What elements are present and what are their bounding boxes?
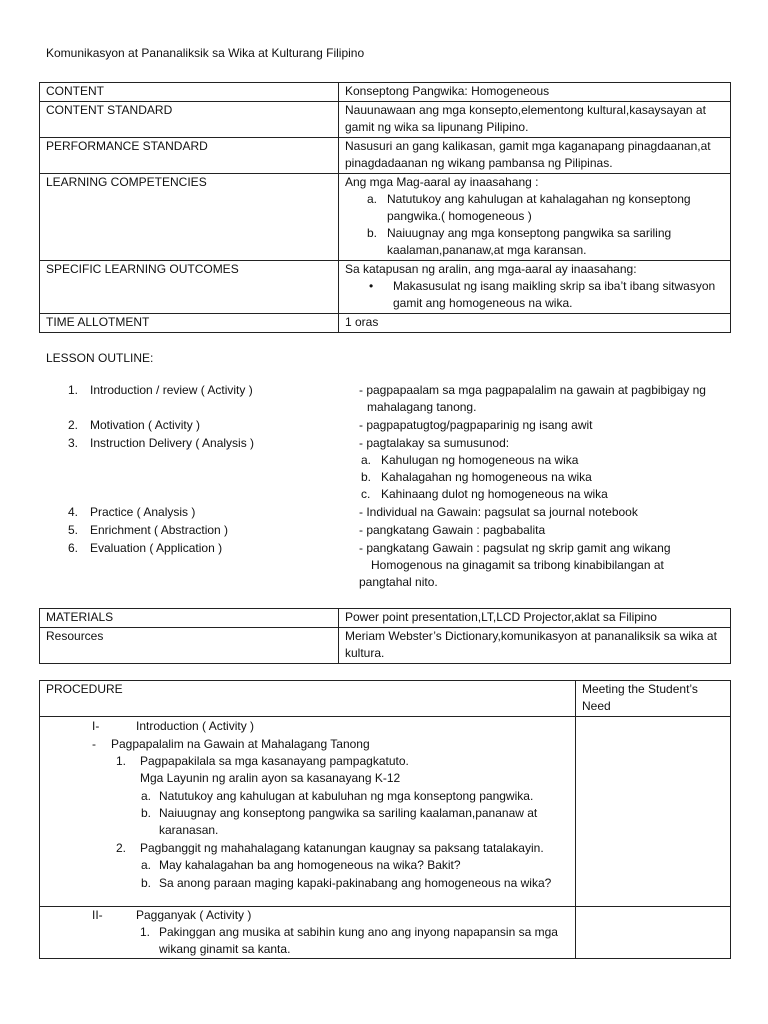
student-needs-cell (576, 907, 731, 959)
materials-label: MATERIALS (40, 609, 339, 628)
outline-number: 3. (68, 436, 79, 450)
list-item (359, 452, 729, 469)
list-item (359, 486, 729, 503)
procedure-header: PROCEDURE (40, 681, 576, 717)
list-item-text: Kahulugan ng homogeneous na wika (381, 453, 579, 467)
outline-label: Instruction Delivery ( Analysis ) (90, 436, 255, 450)
list-item-text: wikang ginamit sa kanta. (159, 942, 291, 956)
outcomes-value (339, 261, 731, 314)
outline-desc: - pangkatang Gawain : pagsulat ng skrip gamit ang wikang (359, 541, 671, 555)
list-marker: 1. (116, 754, 127, 768)
procedure-section-motivation (40, 907, 576, 959)
table-row (40, 681, 731, 717)
resources-value: Meriam Webster’s Dictionary,komunikasyon at pananaliksik sa wika at kultura. (339, 628, 731, 664)
outline-desc-cont: pangtahal nito. (359, 575, 438, 589)
content-standard-value: Nauunawaan ang mga konsepto,elementong kultural,kasaysayan at gamit ng wika sa lipunang Pilipino. (339, 102, 731, 138)
list-item-text: Mga Layunin ng aralin ayon sa kasanayang K-12 (140, 771, 401, 785)
content-label: CONTENT (40, 83, 339, 102)
list-marker: a. (141, 858, 152, 872)
list-item-text: Natutukoy ang kahulugan at kabuluhan ng mga konseptong pangwika. (159, 789, 534, 803)
list-marker: 2. (116, 841, 127, 855)
list-marker: c. (361, 487, 371, 501)
list-marker: a. (361, 453, 372, 467)
time-allotment-value: 1 oras (339, 314, 731, 333)
list-item (345, 278, 724, 312)
document-title: Komunikasyon at Pananaliksik sa Wika at Kulturang Filipino (46, 46, 365, 60)
lesson-info-table (39, 82, 731, 333)
list-item-text: Pakinggan ang musika at sabihin kung ano ang inyong napapansin sa mga (159, 925, 558, 939)
list-item-text: Kahinaang dulot ng homogeneous na wika (381, 487, 608, 501)
list-item-text: May kahalagahan ba ang homogeneous na wika? Bakit? (159, 858, 461, 872)
table-row (40, 907, 731, 959)
content-value: Konseptong Pangwika: Homogeneous (339, 83, 731, 102)
performance-standard-label: PERFORMANCE STANDARD (40, 138, 339, 174)
list-item-text: karanasan. (159, 823, 219, 837)
section-title: Pagganyak ( Activity ) (136, 908, 252, 922)
procedure-section-intro (40, 717, 576, 907)
lesson-outline-heading: LESSON OUTLINE: (46, 351, 154, 365)
table-row (40, 102, 731, 138)
outcomes-label: SPECIFIC LEARNING OUTCOMES (40, 261, 339, 314)
list-marker: b. (141, 876, 152, 890)
list-item-text: Pagbanggit ng mahahalagang katanungan kaugnay sa paksang tatalakayin. (140, 841, 544, 855)
student-needs-cell (576, 717, 731, 907)
table-row (40, 717, 731, 907)
materials-value: Power point presentation,LT,LCD Projector,aklat sa Filipino (339, 609, 731, 628)
outline-desc: - Individual na Gawain: pagsulat sa journal notebook (359, 505, 638, 519)
performance-standard-value: Nasusuri an gang kalikasan, gamit mga kaganapang pinagdaanan,at pinagdadaanan ng wikang pambansa ng Pilipinas. (339, 138, 731, 174)
table-row (40, 174, 731, 261)
outline-number: 5. (68, 523, 79, 537)
list-item-text: Makasusulat ng isang maikling skrip sa iba’t ibang sitwasyon gamit ang homogeneous na wika. (393, 279, 716, 310)
table-row (40, 628, 731, 664)
section-number: II- (92, 908, 103, 922)
materials-table (39, 608, 731, 664)
list-item (359, 469, 729, 486)
outline-desc-cont: Homogenous na ginagamit sa tribong kinabibilangan at (371, 558, 664, 572)
competencies-intro: Ang mga Mag-aaral ay inaasahang : (345, 175, 539, 189)
section-title: Introduction ( Activity ) (136, 719, 255, 733)
list-item (345, 225, 724, 259)
list-item-text: Kahalagahan ng homogeneous na wika (381, 470, 592, 484)
list-item-text: Natutukoy ang kahulugan at kahalagahan ng konseptong pangwika.( homogeneous ) (387, 192, 691, 223)
section-subtitle: Pagpapalalim na Gawain at Mahalagang Tanong (111, 737, 370, 751)
list-marker: a. (141, 789, 152, 803)
outcomes-intro: Sa katapusan ng aralin, ang mga-aaral ay inaasahang: (345, 262, 637, 276)
table-row (40, 261, 731, 314)
list-marker: b. (361, 470, 372, 484)
table-row (40, 314, 731, 333)
competencies-label: LEARNING COMPETENCIES (40, 174, 339, 261)
outline-label: Enrichment ( Abstraction ) (90, 523, 229, 537)
outline-label: Practice ( Analysis ) (90, 505, 196, 519)
outline-number: 1. (68, 383, 79, 397)
table-row (40, 83, 731, 102)
outline-number: 6. (68, 541, 79, 555)
list-item-text: Pagpapakilala sa mga kasanayang pampagkatuto. (140, 754, 409, 768)
list-item-text: Sa anong paraan maging kapaki-pakinabang ang homogeneous na wika? (159, 876, 552, 890)
outline-desc: - pagpapaalam sa mga pagpapalalim na gawain at pagbibigay ng mahalagang tanong. (359, 383, 706, 414)
competencies-value (339, 174, 731, 261)
procedure-table (39, 680, 731, 959)
table-row (40, 138, 731, 174)
outline-desc: - pagtalakay sa sumusunod: (359, 436, 510, 450)
outline-desc: - pagpapatugtog/pagpaparinig ng isang awit (359, 418, 593, 432)
outline-label: Introduction / review ( Activity ) (90, 383, 253, 397)
outline-label: Evaluation ( Application ) (90, 541, 223, 555)
section-number: I- (92, 719, 100, 733)
list-item-text: Naiuugnay ang konseptong pangwika sa sariling kaalaman,pananaw at (159, 806, 538, 820)
bullet-icon: • (369, 279, 374, 293)
list-marker: b. (367, 226, 378, 240)
dash-marker: - (92, 737, 96, 751)
content-standard-label: CONTENT STANDARD (40, 102, 339, 138)
student-needs-header: Meeting the Student’s Need (576, 681, 731, 717)
time-allotment-label: TIME ALLOTMENT (40, 314, 339, 333)
table-row (40, 609, 731, 628)
outline-label: Motivation ( Activity ) (90, 418, 201, 432)
list-marker: 1. (140, 925, 151, 939)
list-item-text: Naiuugnay ang mga konseptong pangwika sa sariling kaalaman,pananaw,at mga karansan. (387, 226, 672, 257)
resources-label: Resources (40, 628, 339, 664)
list-item (345, 191, 724, 225)
outline-number: 4. (68, 505, 79, 519)
list-marker: a. (367, 192, 378, 206)
outline-number: 2. (68, 418, 79, 432)
outline-desc: - pangkatang Gawain : pagbabalita (359, 523, 546, 537)
list-marker: b. (141, 806, 152, 820)
